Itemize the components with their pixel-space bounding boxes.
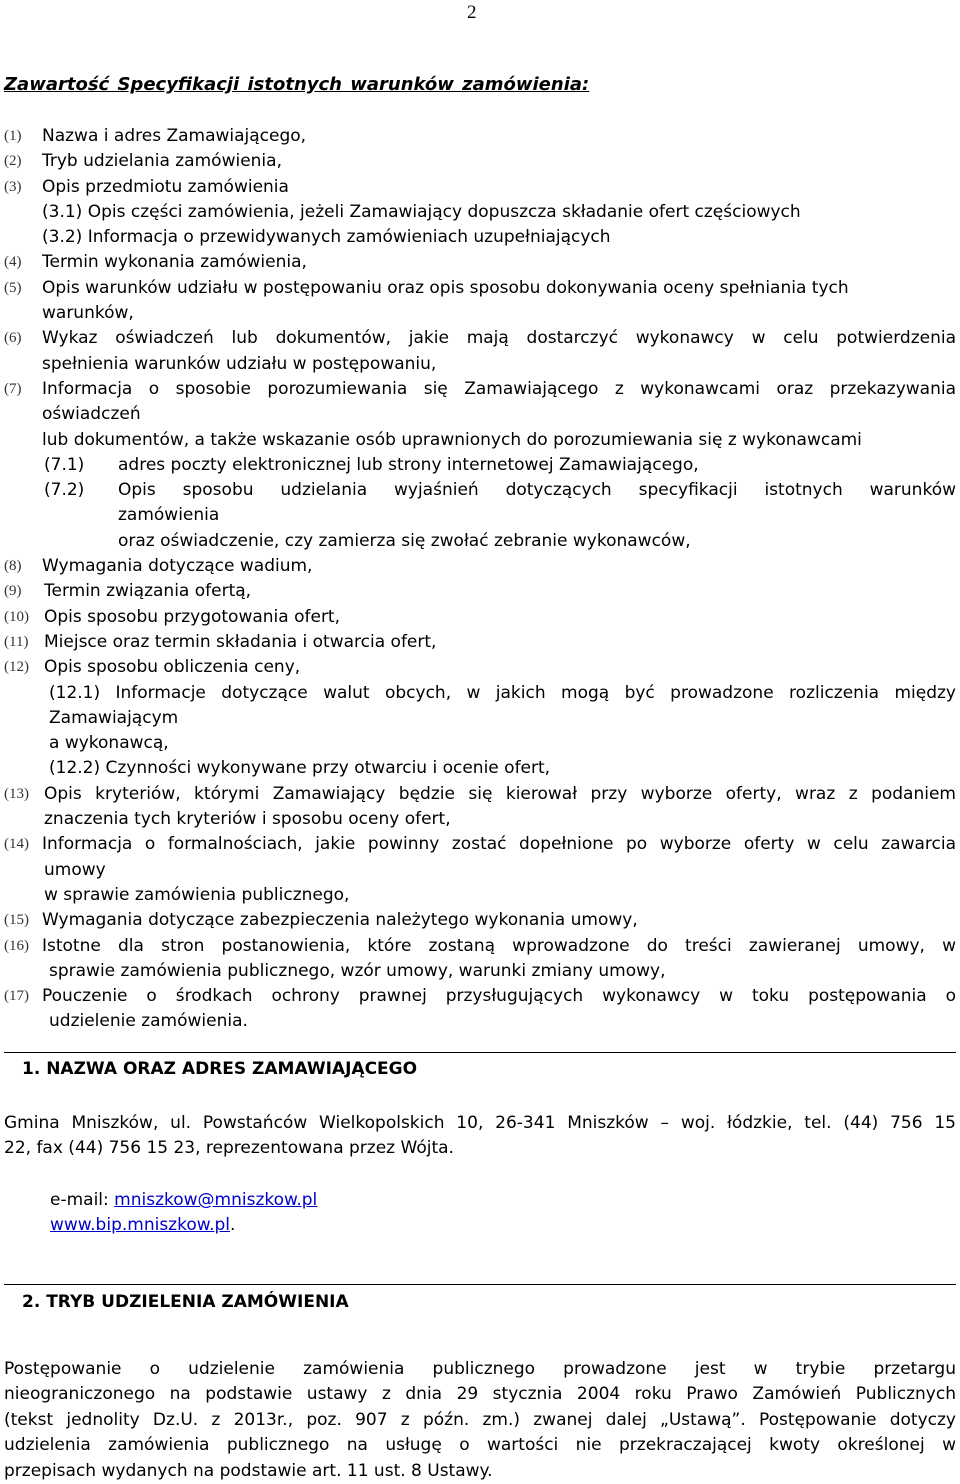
toc-item: [4, 175, 956, 200]
toc-item: [4, 832, 956, 857]
section-1-address: [4, 1111, 956, 1162]
toc-item-text: udzielenie zamówienia.: [49, 1011, 248, 1032]
toc-subitem: [4, 478, 956, 503]
toc-item-continuation: [4, 706, 956, 731]
section-1-title: 1. NAZWA ORAZ ADRES ZAMAWIAJĄCEGO: [22, 1059, 418, 1079]
toc-item-number: (10): [4, 608, 29, 625]
toc-item-text: Wymagania dotyczące zabezpieczenia należytego wykonania umowy,: [42, 910, 638, 931]
toc-heading: Zawartość Specyfikacji istotnych warunków zamówienia:: [4, 74, 590, 95]
toc-item-text: sprawie zamówienia publicznego, wzór umowy, warunki zmiany umowy,: [49, 960, 666, 981]
toc-item-number: (8): [4, 558, 22, 575]
toc-item-text: adres poczty elektronicznej lub strony internetowej Zamawiającego,: [118, 454, 699, 475]
toc-item-text: (12.2) Czynności wykonywane przy otwarciu i ocenie ofert,: [49, 758, 551, 779]
toc-item: [4, 377, 956, 402]
toc-item-number: (1): [4, 128, 22, 144]
toc-item-continuation: [4, 807, 956, 832]
toc-item: [4, 934, 956, 959]
toc-item: [4, 276, 956, 301]
toc-item-text: w sprawie zamówienia publicznego,: [44, 884, 350, 905]
toc-item-text: (3.2) Informacja o przewidywanych zamówieniach uzupełniających: [42, 227, 611, 248]
toc-item-text: znaczenia tych kryteriów i sposobu oceny ofert,: [44, 809, 451, 830]
toc-item-text: Opis warunków udziału w postępowaniu oraz opis sposobu dokonywania oceny spełniania tych: [42, 277, 849, 298]
toc-item-number: (6): [4, 330, 22, 347]
toc-item-continuation: [4, 428, 956, 453]
toc-item-text: Informacja o sposobie porozumiewania się Zamawiającego z wykonawcami oraz przekazywania: [42, 378, 956, 399]
toc-item-text: Istotne dla stron postanowienia, które zostaną wprowadzone do treści zawieranej umowy, w: [42, 935, 956, 956]
toc-item-continuation: [4, 402, 956, 427]
toc-item-text: Zamawiającym: [49, 707, 179, 728]
toc-item-text: warunków,: [42, 303, 134, 324]
toc-item: [4, 630, 956, 655]
toc-item-number: (3): [4, 178, 22, 195]
toc-item-text: (3.1) Opis części zamówienia, jeżeli Zamawiający dopuszcza składanie ofert częściowych: [42, 201, 801, 222]
contact-block: [50, 1188, 317, 1239]
toc-item-text: Tryb udzielania zamówienia,: [42, 151, 282, 172]
toc-item-text: Wykaz oświadczeń lub dokumentów, jakie mają dostarczyć wykonawcy w celu potwierdzenia: [42, 328, 956, 349]
toc-item-text: Miejsce oraz termin składania i otwarcia ofert,: [44, 631, 437, 652]
toc-item-text: zamówienia: [118, 505, 220, 526]
paragraph-line: Postępowanie o udzielenie zamówienia publicznego prowadzone jest w trybie przetargu: [4, 1359, 956, 1379]
toc-item-number: (17): [4, 988, 29, 1005]
toc-item-text: umowy: [44, 859, 106, 880]
toc-item-number: (5): [4, 279, 22, 296]
toc-subitem: [4, 225, 956, 250]
toc-item: [4, 554, 956, 579]
toc-item-text: Nazwa i adres Zamawiającego,: [42, 126, 307, 146]
toc-item-text: Wymagania dotyczące wadium,: [42, 556, 313, 577]
toc-item-text: Opis sposobu przygotowania ofert,: [44, 606, 340, 627]
toc-item: [4, 908, 956, 933]
toc-item-number: (7): [4, 380, 22, 397]
toc-item-text: Termin wykonania zamówienia,: [42, 252, 307, 273]
toc-item-text: Opis kryteriów, którymi Zamawiający będzie się kierował przy wyborze oferty, wraz z podaniem: [44, 783, 956, 804]
toc-item-text: oraz oświadczenie, czy zamierza się zwołać zebranie wykonawców,: [118, 530, 691, 551]
email-line: [50, 1188, 317, 1213]
toc-item: [4, 326, 956, 351]
paragraph-line: przepisach wydanych na podstawie art. 11 ust. 8 Ustawy.: [4, 1460, 493, 1481]
address-line: 22, fax (44) 756 15 23, reprezentowana przez Wójta.: [4, 1138, 454, 1159]
toc-item-continuation: [4, 529, 956, 554]
toc-item-text: (12.1) Informacje dotyczące walut obcych, w jakich mogą być prowadzone rozliczenia między: [49, 682, 956, 703]
toc-item-text: Termin związania ofertą,: [44, 581, 252, 602]
paragraph-line: (tekst jednolity Dz.U. z 2013r., poz. 907 z późn. zm.) zwanej dalej „Ustawą”. Postępowanie dotyczy: [4, 1409, 956, 1430]
toc-item: [4, 984, 956, 1009]
website-line: [50, 1213, 317, 1238]
toc-item-number: (16): [4, 937, 29, 954]
toc-item-continuation: [4, 352, 956, 377]
toc-item-continuation: [4, 503, 956, 528]
website-link[interactable]: www.bip.mniszkow.pl: [50, 1215, 231, 1236]
page-number: 2: [467, 2, 477, 23]
toc-item-continuation: [4, 731, 956, 756]
email-link[interactable]: mniszkow@mniszkow.pl: [114, 1190, 318, 1210]
toc-item: [4, 250, 956, 275]
toc-item-text: Opis przedmiotu zamówienia: [42, 176, 289, 197]
toc-subitem: [4, 200, 956, 225]
toc-subitem-number: (7.1): [44, 454, 85, 475]
section-2-paragraph: [4, 1357, 956, 1484]
toc-item-number: (14): [4, 836, 29, 853]
toc-item-number: (4): [4, 254, 22, 271]
toc-item: [4, 605, 956, 630]
toc-item-text: Opis sposobu obliczenia ceny,: [44, 657, 301, 678]
toc-item-continuation: [4, 1009, 956, 1034]
paragraph-line: nieograniczonego na podstawie ustawy z dnia 29 stycznia 2004 roku Prawo Zamówień Publicznych: [4, 1384, 956, 1405]
toc-item-number: (9): [4, 583, 22, 600]
toc-item-continuation: [4, 959, 956, 984]
toc-item-continuation: [4, 858, 956, 883]
toc-item-number: (15): [4, 912, 29, 929]
email-label: e-mail:: [50, 1190, 115, 1210]
table-of-contents: [4, 124, 956, 1035]
toc-item-text: a wykonawcą,: [49, 733, 169, 754]
section-divider: [4, 1284, 956, 1285]
toc-item-text: oświadczeń: [42, 404, 141, 425]
section-2-title: 2. TRYB UDZIELENIA ZAMÓWIENIA: [22, 1292, 349, 1312]
toc-item-number: (13): [4, 785, 29, 802]
toc-item: [4, 124, 956, 149]
toc-item: [4, 579, 956, 604]
paragraph-line: udzielenia zamówienia publicznego na usługę o wartości nie przekraczającej kwoty określonej w: [4, 1435, 956, 1456]
section-divider: [4, 1052, 956, 1053]
toc-subitem: [4, 453, 956, 478]
toc-item-number: (2): [4, 153, 22, 170]
toc-subitem: [4, 681, 956, 706]
toc-item-text: Informacja o formalnościach, jakie powinny zostać dopełnione po wyborze oferty w celu zawarcia: [42, 834, 956, 855]
toc-item-number: (12): [4, 659, 29, 676]
toc-item-number: (11): [4, 633, 29, 650]
toc-item-continuation: [4, 883, 956, 908]
toc-item-text: Pouczenie o środkach ochrony prawnej przysługujących wykonawcy w toku postępowania o: [42, 986, 956, 1007]
address-line: Gmina Mniszków, ul. Powstańców Wielkopolskich 10, 26-341 Mniszków – woj. łódzkie, tel. (44) 756 15: [4, 1113, 956, 1133]
toc-item-continuation: [4, 301, 956, 326]
toc-item: [4, 149, 956, 174]
toc-item-text: lub dokumentów, a także wskazanie osób uprawnionych do porozumiewania się z wykonawcami: [42, 429, 862, 450]
toc-item-text: spełnienia warunków udziału w postępowaniu,: [42, 353, 437, 374]
toc-subitem-number: (7.2): [44, 480, 85, 501]
toc-item-text: Opis sposobu udzielania wyjaśnień dotyczących specyfikacji istotnych warunków: [118, 480, 956, 501]
toc-item: [4, 782, 956, 807]
website-suffix: .: [230, 1215, 236, 1236]
toc-item: [4, 655, 956, 680]
toc-subitem: [4, 756, 956, 781]
